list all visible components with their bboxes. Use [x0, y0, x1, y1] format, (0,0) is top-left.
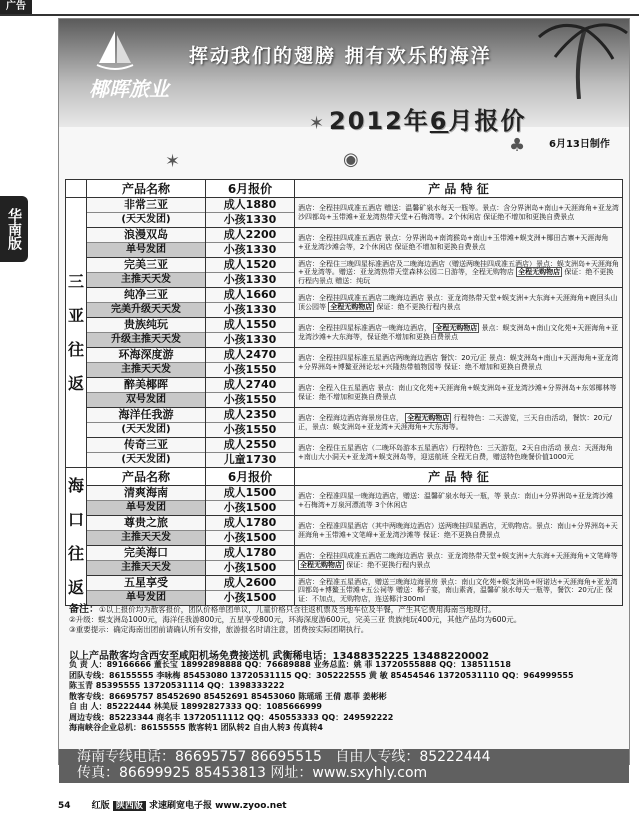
product-name: 海洋任我游 (天天发团) — [87, 408, 206, 438]
table-row — [66, 438, 623, 468]
no-shopping-badge: 全程无购物店 — [330, 302, 373, 311]
product-name: 纯净三亚 完美升级天天发 — [87, 288, 206, 318]
features-header: 产 品 特 征 — [295, 468, 623, 486]
remark-line: ②升级：蜈支洲岛1000元，海洋任我游800元，五星享受800元，环海深度游600元，完美三亚 贵族纯玩400元，其他产品均为600元。 — [69, 615, 522, 624]
table-row — [66, 318, 623, 348]
no-shopping-badge: 全程无购物店 — [300, 560, 342, 569]
name-header: 产品名称 — [87, 180, 206, 198]
dolphin-icon: ◉ — [343, 149, 359, 170]
product-features: 酒店：全程住三晚四星标准酒店及二晚海边酒店（赠送两晚挂四成准五酒店）景点：蜈支洲岛+天涯海角+亚龙湾等。赠送：亚龙湾热带天堂森林公园二日游等，全程无购物店 全程无购物店 保证：绝不更换行程内景点 赠送：纯玩 — [295, 258, 623, 288]
top-bar — [0, 0, 639, 16]
product-name: 清爽海南 单号发团 — [87, 486, 206, 516]
table-row — [66, 348, 623, 378]
made-date: 6月13日制作 — [549, 139, 610, 150]
product-price: 成人2600 小孩1500 — [206, 576, 295, 606]
product-features: 酒店：全程准五星酒店，赠送三晚海边海景房 景点：南山文化苑+蜈支洲岛+呀诺达+天涯海角+亚龙湾四都岛+博鳌玉带滩+五公祠等 赠送：椰子宴，南山素斋，温馨矿泉水每天一瓶等，餐饮：20元/正 保证：不加点，无购物店，连送椰汁300ml — [295, 576, 623, 606]
product-name: 完美三亚 主推天天发 — [87, 258, 206, 288]
product-features: 酒店：全程住五星酒店（二晚环岛游本五星酒店）行程特色：三天游览，2天自由活动 景点：天涯海角+南山大小洞天+亚龙湾+蜈支洲岛等，迎送航班 全程无自费，赠送特色晚餐价值1000元 — [295, 438, 623, 468]
product-name: 浪漫双岛 单号发团 — [87, 228, 206, 258]
price-header: 6月报价 — [206, 180, 295, 198]
product-features: 酒店：全程挂四成准五酒店 赠送：温馨矿泉水每天一瓶等。景点：含分界洲岛+南山+天涯海角+亚龙湾沙四都岛+玉带滩+亚龙湾热带天堂+石梅湾等。2个休闲店 保证绝不增加和更换自费景点 — [295, 198, 623, 228]
contact-line: 周边专线：85223344 商名丰 13720511112 QQ：450553333 QQ：249592222 — [69, 712, 394, 722]
slogan: 挥动我们的翅膀 拥有欢乐的海洋 — [189, 45, 492, 67]
product-price: 成人2470 小孩1550 — [206, 348, 295, 378]
product-name: 醉美椰晖 双号发团 — [87, 378, 206, 408]
footer-note: 求速刷宽电子报 www.zyoo.net — [148, 801, 287, 811]
starfish-icon: ✶ — [165, 151, 181, 172]
contact-list — [69, 660, 619, 734]
product-features: 酒店：全程挂四成准五酒店二晚海边酒店 景点：亚龙湾热带天堂+蜈支洲+大东海+天涯海角+鹿回头山顶公园等 全程无购物店 保证：绝不更换行程内景点 — [295, 288, 623, 318]
palm-tree-icon: ♣ — [509, 135, 526, 156]
contact-headline: 以上产品散客均含西安至咸阳机场免费接送机 武衡稀电话：13488352225 13488220002 — [69, 651, 490, 662]
product-price: 成人1880 小孩1330 — [206, 198, 295, 228]
product-price: 成人2740 小孩1550 — [206, 378, 295, 408]
product-name: 五星享受 单号发团 — [87, 576, 206, 606]
product-features: 酒店：全程挂四星标准酒店一晚海边酒店， 全程无购物店 景点：蜈支洲岛+南山文化苑+天涯海角+亚龙湾沙滩+大东海等，保证绝不增加和更换自费景点 — [295, 318, 623, 348]
product-features: 酒店：全程准四星一晚海边酒店，赠送：温馨矿泉水每天一瓶，等 景点：南山+分界洲岛+亚龙湾沙滩+石梅湾+万泉河漂流等 3个休闲店 — [295, 486, 623, 516]
table-row — [66, 576, 623, 606]
no-shopping-badge: 全程无购物店 — [518, 268, 561, 277]
region-header — [66, 180, 87, 198]
table-row — [66, 408, 623, 438]
product-name: 贵族纯玩 升级主推天天发 — [87, 318, 206, 348]
table-header-row — [66, 180, 623, 198]
product-features: 酒店：全程海边酒店海景房住店， 全程无购物店 行程特色：二天游览，三天自由活动，餐饮：20元/正，景点：蜈支洲岛+亚龙湾+天涯海角+大东海等。 — [295, 408, 623, 438]
product-price: 成人1660 小孩1330 — [206, 288, 295, 318]
table-header-row — [66, 468, 623, 486]
page-footer — [58, 798, 287, 811]
product-price: 成人2350 小孩1550 — [206, 408, 295, 438]
remark-line: ①以上报价均为散客报价，团队价格单团单议，儿童价格只含往返机票及当地车位及半餐，产生其它费用海南当地现付。 — [99, 605, 496, 614]
palm-tree-icon — [489, 19, 629, 99]
sailboat-logo-icon — [95, 29, 135, 73]
product-price: 成人2550 儿童1730 — [206, 438, 295, 468]
table-row — [66, 486, 623, 516]
price-title: 2012年6月报价 — [329, 107, 527, 135]
contact-line: 陈玉青 85395555 13720531114 QQ：1398333222 — [69, 681, 285, 690]
fax-website: 传真：86699925 85453813 网址：www.sxyhly.com — [77, 765, 428, 781]
brand-label: 陕西版 — [113, 801, 146, 811]
table-row — [66, 198, 623, 228]
contact-line: 海南峡谷企业总机：86155555 散客转1 团队转2 自由人转3 传真转4 — [69, 723, 323, 732]
product-price: 成人1550 小孩1330 — [206, 318, 295, 348]
page-number: 54 — [58, 801, 71, 811]
region-haikou: 海 口 往 返 — [66, 468, 87, 606]
product-name: 传奇三亚 (天天发团) — [87, 438, 206, 468]
hotline: 海南专线电话：86695757 86695515 — [77, 749, 322, 765]
table-row — [66, 516, 623, 546]
contact-line: 团队专线：86155555 李咏梅 85453080 13720531115 QQ：305222555 黄 敏 85454546 13720531110 QQ：964999555 — [69, 670, 574, 680]
table-row — [66, 228, 623, 258]
product-price: 成人1780 小孩1500 — [206, 516, 295, 546]
table-row — [66, 546, 623, 576]
product-price: 成人1500 小孩1500 — [206, 486, 295, 516]
product-name: 环海深度游 主推天天发 — [87, 348, 206, 378]
product-price: 成人2200 小孩1330 — [206, 228, 295, 258]
ad-tag: 广告 — [0, 0, 32, 14]
no-shopping-badge: 全程无购物店 — [435, 324, 478, 332]
remarks — [69, 605, 619, 635]
table-row — [66, 288, 623, 318]
table-row — [66, 258, 623, 288]
remark-line: ③重要提示：确定海南出团前请确认所有安排，旅游报名时请注意，团费按实际团期执行。 — [69, 625, 369, 634]
product-features: 酒店：全程挂四成准五酒店 景点：分界洲岛+南湾猴岛+南山+玉带滩+蜈支洲+椰田古寨+天涯海角+亚龙湾沙滩会等，2个休闲店 保证绝不增加和更换自费景点 — [295, 228, 623, 258]
footer-bar — [59, 749, 629, 783]
product-price: 成人1780 小孩1500 — [206, 546, 295, 576]
product-price: 成人1520 小孩1330 — [206, 258, 295, 288]
product-name: 尊贵之旅 主推天天发 — [87, 516, 206, 546]
logo-text: 椰晖旅业 — [89, 77, 169, 101]
product-name: 非常三亚 (天天发团) — [87, 198, 206, 228]
starfish-icon: ✶ — [309, 113, 325, 134]
product-features: 酒店：全程挂四成准五酒店二晚海边酒店 景点：亚龙湾热带天堂+蜈支洲+大东海+天涯海角+文笔峰等 全程无购物店 保证：绝不更换行程内景点 — [295, 546, 623, 576]
edition-label: 红版 — [91, 801, 110, 811]
contact-line: 散客专线：86695757 85452690 85452691 85453060 陈瑶瑶 王倩 惠菲 姜彬彬 — [69, 691, 387, 701]
name-header: 产品名称 — [87, 468, 206, 486]
price-table — [65, 179, 623, 606]
contact-line: 自 由 人：85222444 林美辰 18992827333 QQ：1085666999 — [69, 702, 322, 711]
remarks-label: 备注： — [69, 604, 99, 615]
price-header: 6月报价 — [206, 468, 295, 486]
contact-line: 负 责 人：89166666 董长宝 18992898888 QQ：76689888 业务总监：姚 菲 13720555888 QQ：138511518 — [69, 660, 511, 669]
product-features: 酒店：全程挂四星标准五星酒店两晚海边酒店 餐饮：20元/正 景点：蜈支洲岛+南山+天涯海角+亚龙湾+分界洲岛+博鳌亚洲论坛+兴隆热带植物园等 保证：绝不增加和更换自费景点 — [295, 348, 623, 378]
product-name: 完美海口 主推天天发 — [87, 546, 206, 576]
product-features: 酒店：全程入住五星酒店 景点：南山文化苑+天涯海角+蜈支洲岛+亚龙湾沙滩+分界洲岛+东郊椰林等 保证：绝不增加和更换自费景点 — [295, 378, 623, 408]
free-travel-line: 自由人专线：85222444 — [335, 749, 491, 765]
table-row — [66, 378, 623, 408]
region-sanya: 三 亚 往 返 — [66, 198, 87, 468]
side-tab: 华南版 — [0, 196, 28, 262]
product-features: 酒店：全程准四星酒店（其中两晚海边酒店）送两晚挂四星酒店，无购物店。景点：南山+分界洲岛+天涯海角+玉带滩+文笔峰+亚龙湾沙滩等 保证：绝不更换自费景点 — [295, 516, 623, 546]
features-header: 产 品 特 征 — [295, 180, 623, 198]
advertisement — [58, 18, 630, 781]
no-shopping-badge: 全程无购物店 — [407, 414, 450, 422]
